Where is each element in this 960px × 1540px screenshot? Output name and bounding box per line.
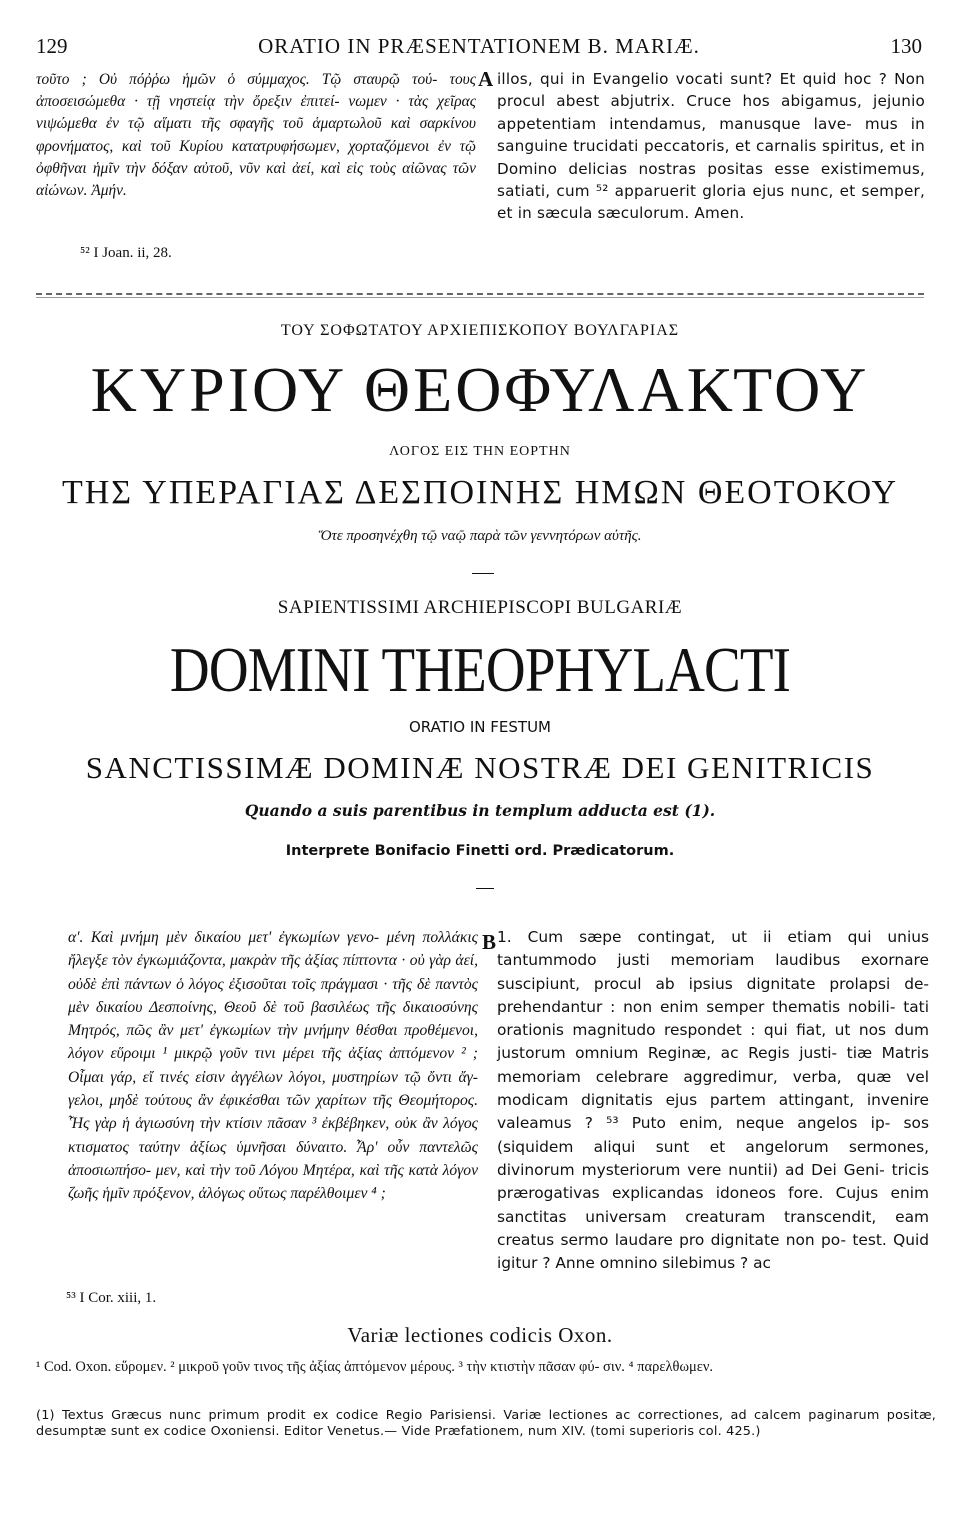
greek-heading-sub: ΛΟΓΟΣ ΕΙΣ ΤΗΝ ΕΟΡΤΗΝ bbox=[389, 444, 571, 459]
greek-heading-name: ΚΥΡΙΟΥ ΘΕΟΦΥΛΑΚΤΟΥ bbox=[90, 354, 870, 425]
greek-heading-feast: ΤΗΣ ΥΠΕΡΑΓΙΑΣ ΔΕΣΠΟΙΝΗΣ ΗΜΩΝ ΘΕΟΤΟΚΟΥ bbox=[61, 474, 899, 511]
body-greek-column bbox=[68, 926, 478, 1206]
latin-heading-occasion: Quando a suis parentibus in templum adducta est (1). bbox=[244, 801, 716, 820]
editor-note-paragraph: (1) Textus Græcus nunc primum prodit ex codice Regio Parisiensi. Variæ lectiones ac correctiones, ad calcem paginarum positæ, desumptæ sunt ex codice Oxoniensi. Editor Venetus.— Vide Præfationem, num XIV. (tomi superioris col. 425.) bbox=[36, 1408, 936, 1439]
latin-body-paragraph: 1. Cum sæpe contingat, ut ii etiam qui unius tantummodo justi memoriam laudibus exornare suscipiunt, procul ab ipsius dignitate prolapsi de- prehendantur : non enim semper thematis nobili- tati orationis magnitudo respondet : qui fiat, ut nos dum justorum omnium Reginæ, ac Regis justi- tiæ Matris memoriam celebrare aggredimur, verba, quæ vel modicam dignitatis ejus partem attingant, invenire valeamus ? ⁵³ Puto enim, neque angelos ip- sos (siquidem aliqui sunt et angelorum sermones, divinorum mysteriorum vere nuntii) ad Dei Geni- tricis prærogativas explicandas idoneos fore. Cujus enim sanctitas universam creaturam transcendit, eam creatus sermo laudare pro dignitate non po- test. Quid igitur ? Anne omnino silebimus ? ac bbox=[497, 928, 929, 1273]
variants-paragraph: ¹ Cod. Oxon. εὕρομεν. ² μικροῦ γοῦν τινος τῆς ἀξίας ἁπτόμενον μέρους. ³ τὴν κτιστὴν πᾶσαν φύ- σιν. ⁴ παρελθωμεν. bbox=[36, 1359, 714, 1375]
margin-marker-a: A bbox=[478, 67, 494, 91]
footnote-53: ⁵³ I Cor. xiii, 1. bbox=[66, 1290, 157, 1306]
top-latin-column bbox=[497, 68, 925, 225]
heading-dash bbox=[472, 573, 494, 574]
latin-paragraph: illos, qui in Evangelio vocati sunt? Et quid hoc ? Non procul abest abjutrix. Cruce hos abigamus, jejunio appetentiam intendamus, manusque lave- mus in sanguine trucidati peccatoris, et carnalis spiritus, et in Domino delicias nostras positas esse existimemus, satiati, cum ⁵² apparuerit gloria ejus nunc, et semper, et in sæcula sæculorum. Amen. bbox=[497, 70, 925, 223]
greek-heading-prefix: ΤΟΥ ΣΟΦΩΤΑΤΟΥ ΑΡΧΙΕΠΙΣΚΟΠΟΥ ΒΟΥΛΓΑΡΙΑΣ bbox=[280, 322, 680, 339]
footnote-52: ⁵² I Joan. ii, 28. bbox=[80, 245, 172, 261]
latin-heading-prefix: SAPIENTISSIMI ARCHIEPISCOPI BULGARIÆ bbox=[277, 597, 683, 618]
top-greek-column bbox=[36, 69, 476, 202]
latin-heading-sub: ORATIO IN FESTUM bbox=[408, 718, 551, 736]
greek-paragraph: τοῦτο ; Οὐ πόῤῥω ἡμῶν ὁ σύμμαχος. Τῷ σταυρῷ τού- τους ἀποσεισώμεθα · τῇ νηστείᾳ τὴν ὄρεξιν ἐπιτεί- νωμεν · τὰς χεῖρας νιψώμεθα ἐν τῷ αἵματι τῆς σφαγῆς τοῦ ἁμαρτωλοῦ καὶ σαρκίνου φρονήματος, καὶ τοῦ Κυρίου κατατρυφήσωμεν, χορταζόμενοι ἐν τῷ ὀφθῆναι ἡμῖν τὴν δόξαν αὐτοῦ, νῦν καὶ ἀεί, καὶ εἰς τοὺς αἰῶνας τῶν αἰώνων. Ἀμήν. bbox=[36, 71, 476, 200]
running-head bbox=[36, 34, 922, 60]
right-page-number: 130 bbox=[890, 34, 922, 58]
editor-note bbox=[36, 1408, 936, 1440]
section-divider bbox=[36, 293, 924, 295]
variants-title: Variæ lectiones codicis Oxon. bbox=[347, 1323, 613, 1347]
heading-dash-2 bbox=[476, 888, 494, 889]
variants-text bbox=[36, 1356, 926, 1378]
latin-heading-name: DOMINI THEOPHYLACTI bbox=[169, 634, 791, 705]
margin-marker-b: B bbox=[482, 930, 497, 954]
running-title: ORATIO IN PRÆSENTATIONEM B. MARIÆ. bbox=[258, 34, 700, 58]
latin-heading-feast: SANCTISSIMÆ DOMINÆ NOSTRÆ DEI GENITRICIS bbox=[85, 750, 875, 785]
greek-body-paragraph: α'. Καὶ μνήμη μὲν δικαίου μετ' ἐγκωμίων γενο- μένη πολλάκις ἤλεγξε τὸν ἐγκωμιάζοντα, μακρὰν τῆς ἀξίας πίπτοντα · οὐ γὰρ ἀεί, οὐδὲ ἐπὶ πάντων ὁ λόγος ἐξισοῦται τοῖς πράγμασι · τῆς δὲ παντὸς μὲν δικαίου Δεσποίνης, Θεοῦ δὲ τοῦ βασιλέως τῆς δικαιοσύνης Μητρός, πῶς ἂν μετ' ἐγκωμίων τὴν μνήμην θέσθαι προθέμενοι, λόγον εὕροιμι ¹ μικρῷ γοῦν τινι μέρει τῆς ἀξίας ἀπτόμενον ² ; Οἶμαι γάρ, εἴ τινές εἰσιν ἀγγέλων λόγοι, μυστηρίων τῷ ὄντι ἄγ- γελοι, μηδὲ τούτους ἂν ἐφικέσθαι τῶν χαρίτων τῆς Θεομήτορος. Ἧς γὰρ ἡ ἁγιωσύνη τὴν κτίσιν πᾶσαν ³ ἐκβέβηκεν, οὐκ ἂν λόγος κτισματος ταύτην ἀξίως ὑμνῆσαι δύναιτο. Ἆρ' οὖν παντελῶς ἀποσιωπήσο- μεν, καὶ τὴν τοῦ Λόγου Μητέρα, καὶ τῆς κατὰ λόγον ζωῆς ἡμῖν πρόξενον, ἀλόγως οὕτως παρέλθοιμεν ⁴ ; bbox=[68, 929, 478, 1203]
body-latin-column bbox=[497, 926, 929, 1275]
latin-heading-interpreter: Interprete Bonifacio Finetti ord. Prædicatorum. bbox=[285, 843, 675, 859]
left-page-number: 129 bbox=[36, 34, 68, 58]
section-divider-line bbox=[36, 297, 924, 298]
greek-heading-occasion: Ὅτε προσηνέχθη τῷ ναῷ παρὰ τῶν γεννητόρων αὐτῆς. bbox=[318, 528, 642, 544]
